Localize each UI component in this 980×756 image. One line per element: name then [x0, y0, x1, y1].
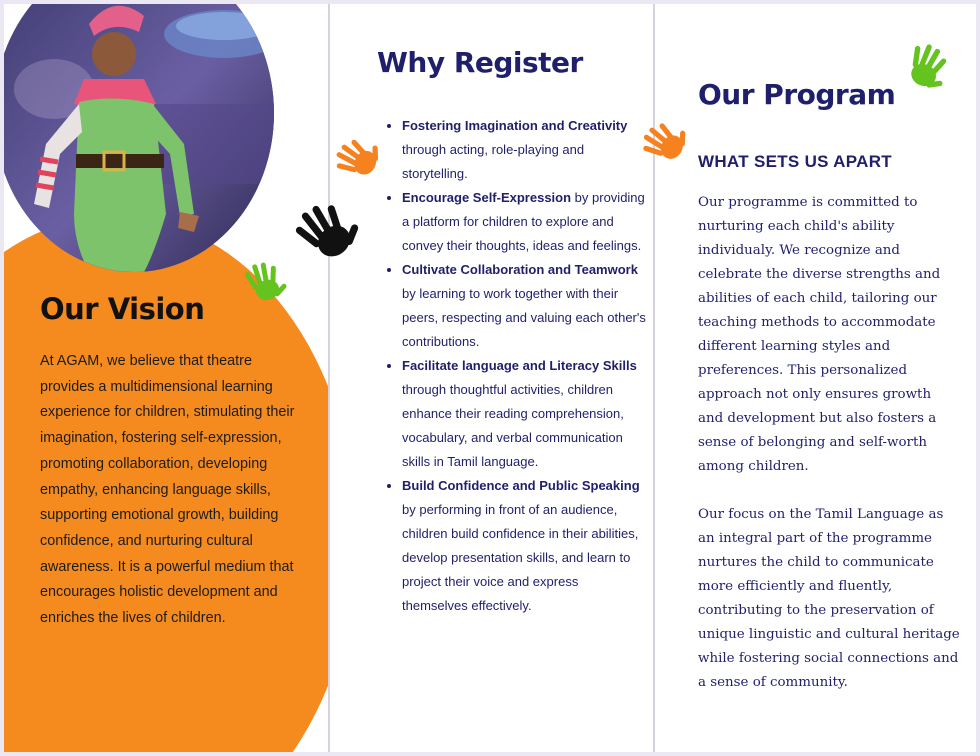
- vision-panel: [4, 4, 329, 752]
- program-paragraph: Our programme is committed to nurturing each child's ability individualy. We recognize and celebrate the diverse strengths and abilities of each child, tailoring our teaching methods to accommodate different learning styles and preferences. This personalized approach not only ensures growth and development but also fosters a sense of belonging and self-worth among children.: [698, 195, 941, 474]
- benefits-list: [378, 114, 647, 618]
- vision-heading: Our Vision: [40, 292, 205, 326]
- green-handprint-icon: [892, 33, 964, 104]
- brochure-sheet: [4, 4, 976, 752]
- list-item: • Build Confidence and Public Speaking by performing in front of an audience, children build confidence in their abilities, develop presentation skills, and learn to project their voice and express themselves effectively.: [402, 474, 647, 618]
- list-item: • Cultivate Collaboration and Teamwork by learning to work together with their peers, respecting and valuing each other's contributions.: [402, 258, 647, 354]
- program-paragraph: Our focus on the Tamil Language as an integral part of the programme nurtures the child to communicate more efficiently and fluently, contributing to the preservation of unique linguistic and cultural heritage while fostering social connections and a sense of community.: [698, 507, 960, 690]
- our-program-heading: Our Program: [698, 78, 896, 111]
- elf-costume-child-photo: [4, 4, 274, 272]
- program-text-block: [698, 191, 960, 695]
- why-register-panel: [329, 4, 654, 752]
- vision-paragraph: At AGAM, we believe that theatre provides a multidimensional learning experience for children, stimulating their imagination, fostering self-expression, promoting collaboration, developing empathy, enhancing language skills, supporting emotional growth, building confidence, and nurturing cultural awareness. It is a powerful medium that encourages holistic development and enriches the lives of children.: [40, 353, 295, 627]
- why-register-heading: Why Register: [377, 46, 583, 79]
- list-item: • Encourage Self-Expression by providing a platform for children to explore and convey their thoughts, ideas and feelings.: [402, 186, 647, 258]
- list-item: • Fostering Imagination and Creativity through acting, role-playing and storytelling.: [402, 114, 647, 186]
- our-program-panel: [654, 4, 976, 752]
- program-subheading: WHAT SETS US APART: [698, 152, 892, 171]
- list-item: • Facilitate language and Literacy Skills through thoughtful activities, children enhance their reading comprehension, vocabulary, and verbal communication skills in Tamil language.: [402, 354, 647, 474]
